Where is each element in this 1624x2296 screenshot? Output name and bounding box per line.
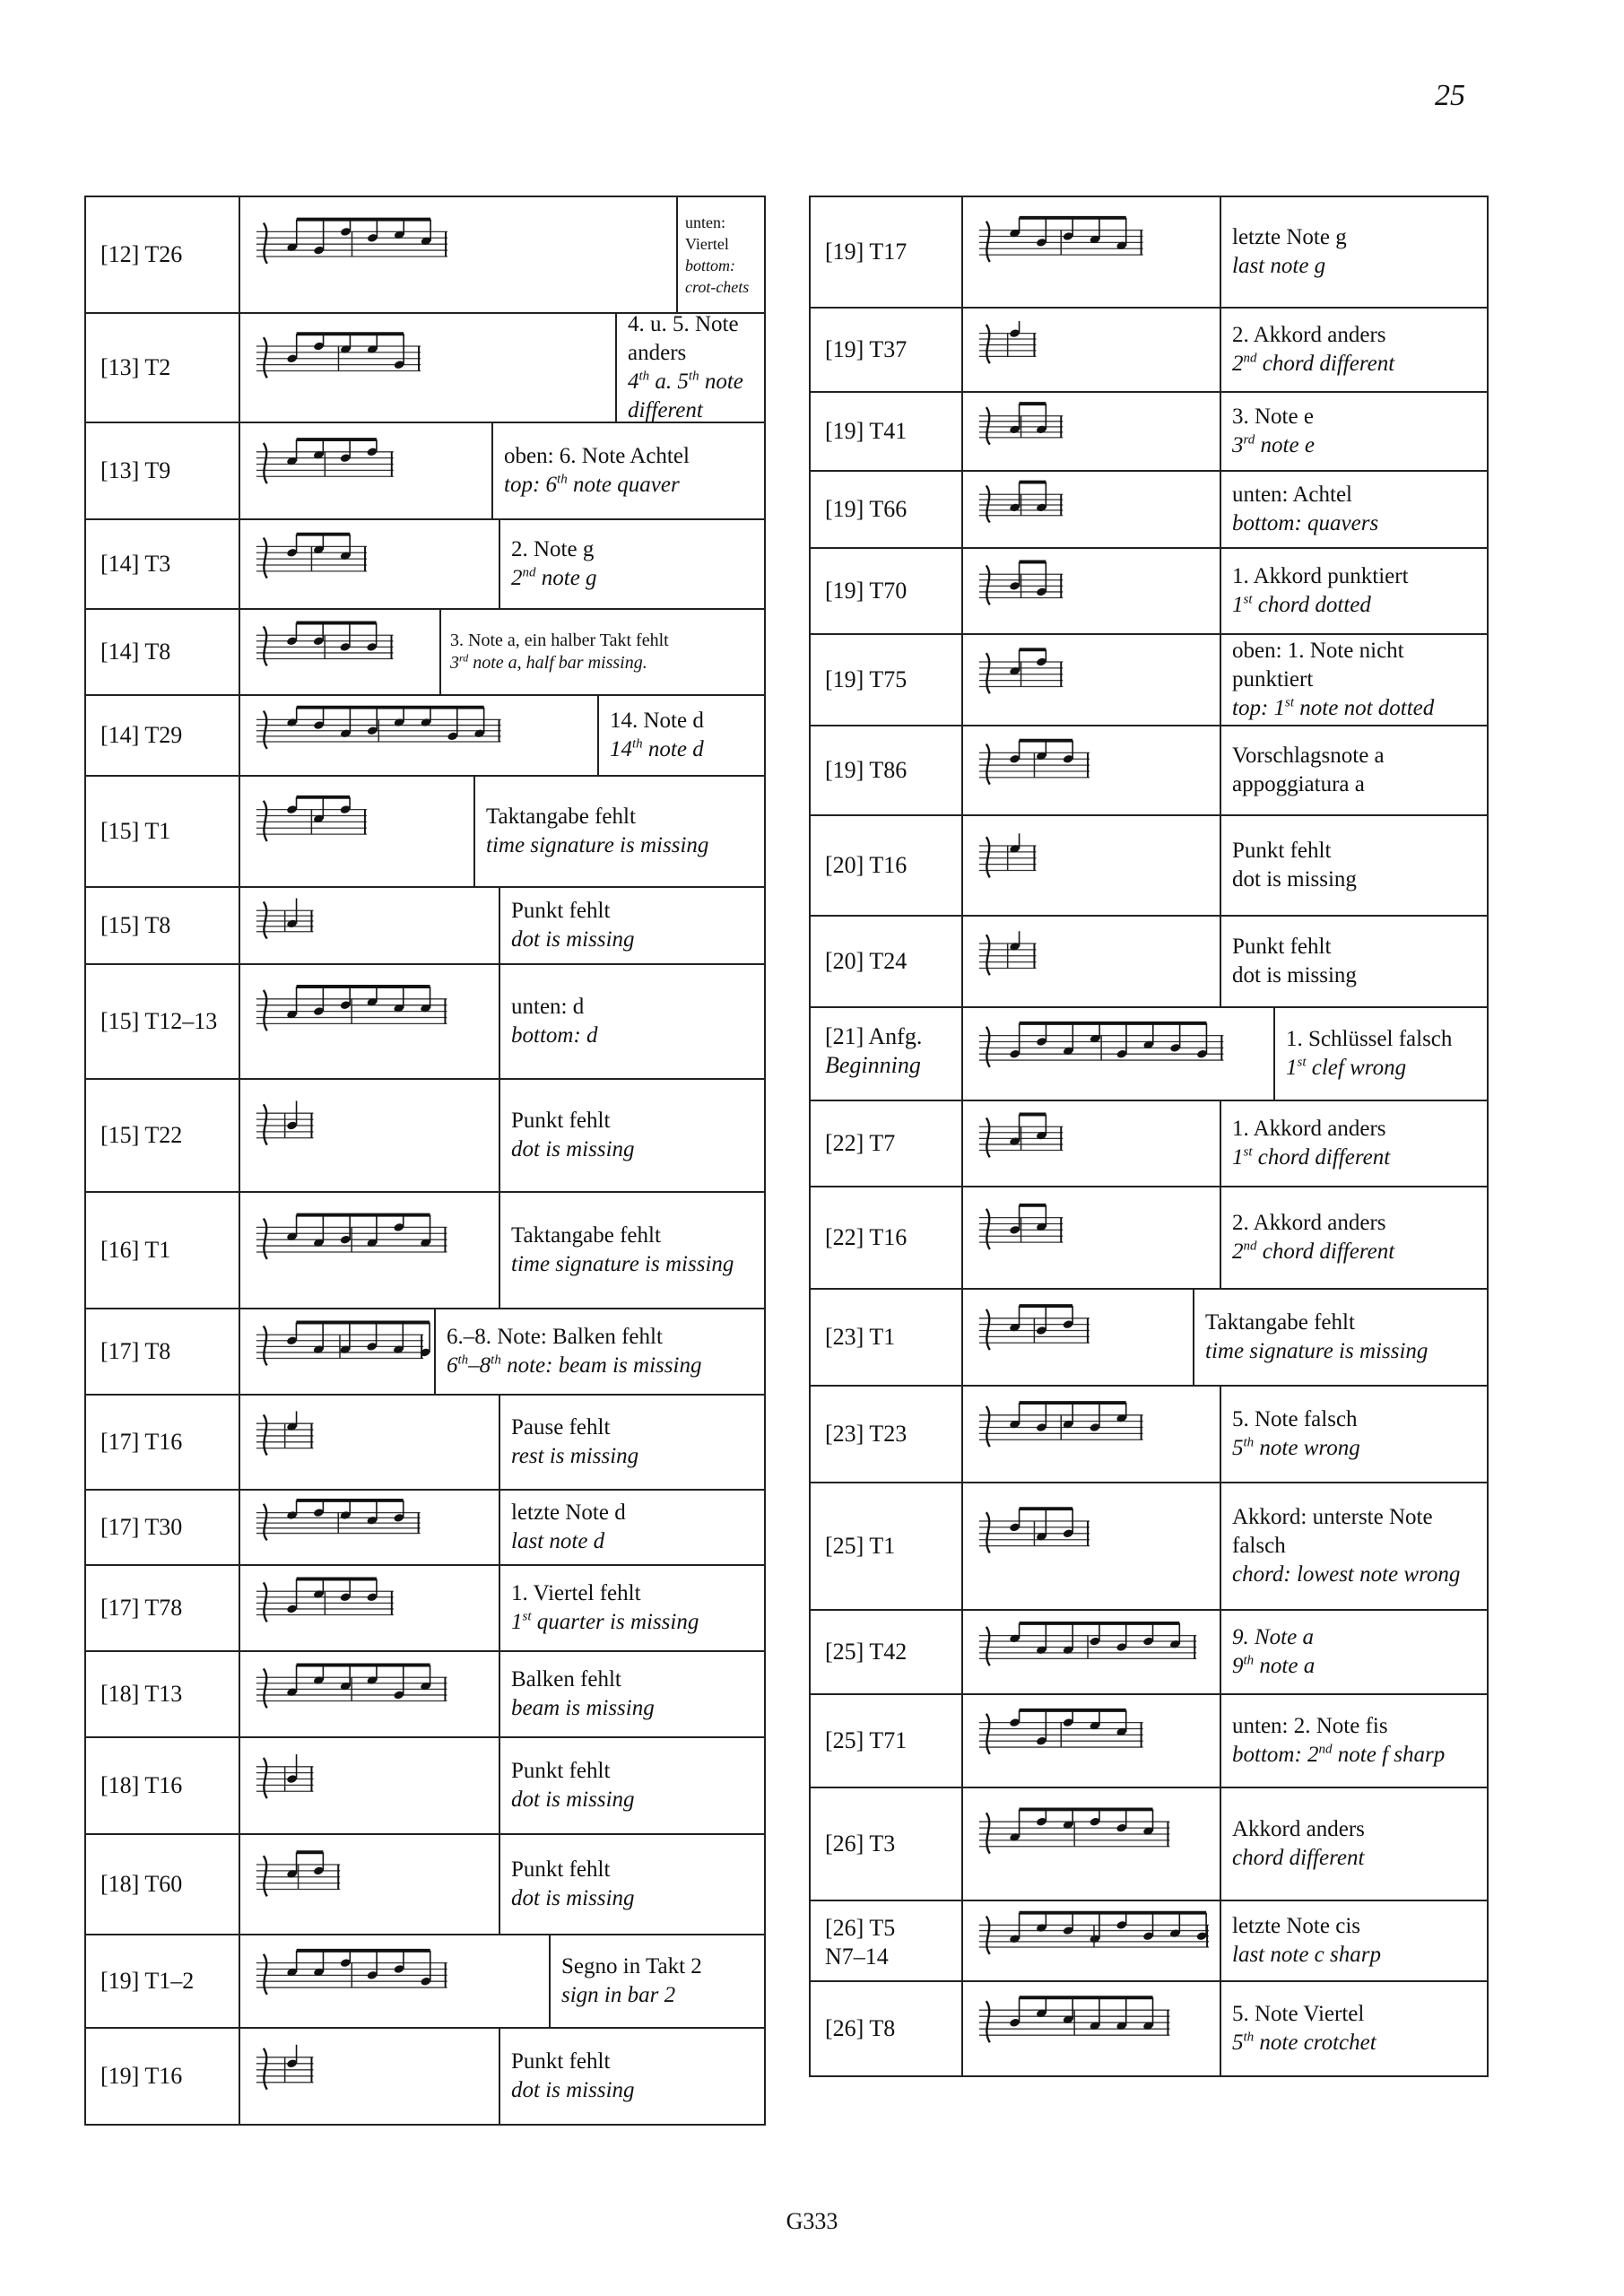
table-row [811,1788,1487,1901]
score-fragment-icon [240,1652,499,1736]
table-row [811,1611,1487,1695]
score-fragment-icon [240,2029,499,2124]
comment-en: 1st quarter is missing [511,1609,699,1634]
row-comment [1221,472,1487,547]
row-reference: [22] T7 [811,1101,963,1186]
row-comment [1275,1008,1487,1100]
music-excerpt [240,1835,500,1934]
score-fragment-icon [963,1187,1220,1288]
comment-en: last note c sharp [1232,1943,1381,1967]
music-excerpt [240,1080,500,1191]
comment-de: letzte Note cis [1232,1914,1360,1938]
music-excerpt [240,1396,500,1489]
music-excerpt [963,472,1221,547]
comment-en: 1st clef wrong [1286,1055,1407,1080]
table-row [811,197,1487,309]
music-excerpt [240,314,617,422]
comment-en: dot is missing [1232,867,1357,891]
row-comment [1221,1611,1487,1693]
table-row [86,1935,764,2029]
comment-de: oben: 1. Note nicht punktiert [1232,639,1404,691]
row-reference [811,1008,963,1100]
row-comment [500,888,764,963]
table-row [811,549,1487,635]
comment-en: dot is missing [511,2078,635,2102]
table-row [811,472,1487,549]
comment-de: Taktangabe fehlt [511,1223,661,1248]
table-row [811,1008,1487,1101]
page-number: 25 [1435,79,1465,112]
table-row [86,1835,764,1935]
comment-en: last note g [1232,254,1326,278]
music-excerpt [963,816,1221,915]
table-row [811,1483,1487,1611]
comment-en: dot is missing [511,1886,635,1910]
row-comment [500,1652,764,1736]
score-fragment-icon [240,696,597,775]
table-row [86,1738,764,1835]
comment-en: 2nd note g [511,565,597,590]
row-reference: [19] T41 [811,393,963,470]
row-reference: [26] T8 [811,1982,963,2075]
score-fragment-icon [963,393,1220,470]
score-fragment-icon [240,1080,499,1191]
row-reference: [22] T16 [811,1187,963,1288]
score-fragment-icon [240,314,615,422]
row-reference: [17] T16 [86,1396,240,1489]
comment-de: 6.–8. Note: Balken fehlt [447,1325,663,1349]
score-fragment-icon [240,1738,499,1833]
table-row [811,816,1487,917]
comment-en: bottom: 2nd note f sharp [1232,1742,1446,1767]
score-fragment-icon [963,1695,1220,1787]
comment-de: Pause fehlt [511,1415,611,1439]
comment-en: 9th note a [1232,1653,1316,1678]
music-excerpt [240,888,500,963]
score-fragment-icon [963,1387,1220,1482]
comment-de: 1. Schlüssel falsch [1286,1027,1453,1051]
comment-de: Taktangabe fehlt [486,804,636,829]
table-row [86,777,764,888]
table-row [86,610,764,696]
comment-en: chord different [1232,1846,1365,1870]
score-fragment-icon [963,816,1220,915]
row-reference: [13] T9 [86,423,240,518]
comment-en: bottom: crot-chets [685,257,750,296]
comment-de: 14. Note d [610,709,704,733]
table-row [811,1901,1487,1982]
row-comment [678,197,764,312]
score-fragment-icon [240,1491,499,1564]
table-row [811,1101,1487,1187]
table-row [86,1193,764,1309]
table-row [86,197,764,314]
row-comment [436,1309,764,1394]
row-reference: [18] T16 [86,1738,240,1833]
comment-en: sign in bar 2 [561,1983,676,2007]
row-reference: [17] T78 [86,1566,240,1650]
score-fragment-icon [240,1935,549,2027]
comment-en: 2nd chord different [1232,1239,1395,1264]
score-fragment-icon [963,197,1220,307]
row-comment [493,423,764,518]
score-fragment-icon [963,549,1220,633]
music-excerpt [963,393,1221,470]
music-excerpt [240,777,475,886]
score-fragment-icon [963,917,1220,1006]
table-row [86,1080,764,1193]
music-excerpt [240,520,500,608]
comment-de: Balken fehlt [511,1667,621,1692]
comment-de: 3. Note a, ein halber Takt fehlt [450,631,669,650]
row-comment [599,696,764,775]
score-fragment-icon [240,1309,434,1394]
music-excerpt [240,1738,500,1833]
score-fragment-icon [963,1982,1220,2075]
comment-en: chord: lowest note wrong [1232,1562,1461,1587]
row-comment [1221,549,1487,633]
comment-de: Segno in Takt 2 [561,1954,702,1979]
row-comment [1221,1101,1487,1186]
comment-de: Akkord anders [1232,1817,1365,1841]
comment-en: beam is missing [511,1696,655,1720]
music-excerpt [963,1483,1221,1609]
comment-de: 2. Note g [511,537,595,561]
comment-en: top: 1st note not dotted [1232,695,1435,720]
row-reference: [19] T1–2 [86,1935,240,2027]
comment-de: oben: 6. Note Achtel [504,444,690,468]
comment-de: Punkt fehlt [511,1109,611,1133]
row-comment [551,1935,764,2027]
music-excerpt [963,309,1221,391]
table-row [86,1652,764,1738]
music-excerpt [963,1695,1221,1787]
row-reference: [17] T8 [86,1309,240,1394]
comment-de: 1. Akkord anders [1232,1117,1386,1141]
comment-en: 1st chord dotted [1232,592,1371,617]
score-fragment-icon [963,1483,1220,1609]
comment-en: dot is missing [511,1137,635,1161]
row-reference: [20] T16 [811,816,963,915]
table-row [86,314,764,423]
comment-en: rest is missing [511,1444,639,1468]
row-comment [500,1566,764,1650]
comment-de: 9. Note a [1232,1625,1314,1649]
row-comment [475,777,764,886]
row-comment [617,314,764,422]
table-row [811,1187,1487,1290]
table-row [86,965,764,1080]
music-excerpt [240,696,599,775]
music-excerpt [963,1901,1221,1980]
table-row [86,1566,764,1652]
row-reference: [20] T24 [811,917,963,1006]
music-excerpt [963,1982,1221,2075]
comment-en: time signature is missing [511,1252,734,1276]
row-comment [1221,726,1487,814]
score-fragment-icon [240,1566,499,1650]
row-reference: [18] T60 [86,1835,240,1934]
music-excerpt [240,1652,500,1736]
score-fragment-icon [963,472,1220,547]
comment-en: dot is missing [511,927,635,952]
table-row [811,917,1487,1008]
music-excerpt [240,423,493,518]
score-fragment-icon [240,520,499,608]
comment-de: 1. Viertel fehlt [511,1581,641,1605]
score-fragment-icon [240,888,499,963]
comment-de: unten: Viertel [685,213,729,253]
comment-de: 1. Akkord punktiert [1232,564,1409,588]
table-row [86,423,764,520]
row-comment [500,2029,764,2124]
score-fragment-icon [240,777,473,886]
table-row [811,309,1487,393]
comment-de: Punkt fehlt [511,899,611,923]
music-excerpt [963,197,1221,307]
row-reference: [15] T12–13 [86,965,240,1078]
score-fragment-icon [240,610,439,694]
row-comment [1221,1982,1487,2075]
row-comment [1221,1483,1487,1609]
row-reference: [25] T42 [811,1611,963,1693]
table-row [86,696,764,777]
comment-en: 1st chord different [1232,1144,1391,1170]
music-excerpt [240,1193,500,1308]
music-excerpt [963,1611,1221,1693]
comment-de: Punkt fehlt [1232,935,1332,959]
comment-en: dot is missing [1232,963,1357,987]
row-reference: [15] T8 [86,888,240,963]
music-excerpt [240,2029,500,2124]
row-reference: [14] T8 [86,610,240,694]
score-fragment-icon [963,1788,1220,1900]
comment-de: unten: d [511,995,585,1019]
score-fragment-icon [963,1611,1220,1693]
row-comment [1194,1290,1487,1385]
music-excerpt [240,1491,500,1564]
table-row [86,2029,764,2124]
music-excerpt [963,635,1221,725]
comment-de: 4. u. 5. Note anders [628,312,739,365]
table-row [811,1290,1487,1387]
row-comment [1221,1387,1487,1482]
score-fragment-icon [240,1193,499,1308]
comment-en: dot is missing [511,1787,635,1812]
row-reference: [23] T1 [811,1290,963,1385]
table-row [86,1396,764,1491]
table-row [86,1491,764,1566]
comment-en: 5th note wrong [1232,1435,1360,1460]
row-comment [500,1738,764,1833]
comment-de: Punkt fehlt [1232,839,1332,863]
comment-de: Taktangabe fehlt [1205,1310,1355,1335]
score-fragment-icon [963,309,1220,391]
row-reference-main: [26] T5 N7–14 [825,1915,896,1970]
table-row [811,1982,1487,2075]
comment-en: 14th note d [610,736,704,761]
comment-en: top: 6th note quaver [504,472,680,497]
music-excerpt [963,917,1221,1006]
music-excerpt [963,1387,1221,1482]
comment-en: bottom: d [511,1023,598,1048]
row-reference: [23] T23 [811,1387,963,1482]
score-fragment-icon [963,635,1220,725]
row-reference-sub: Beginning [825,1052,921,1078]
row-comment [1221,1788,1487,1900]
row-comment [500,520,764,608]
row-reference: [25] T1 [811,1483,963,1609]
music-excerpt [963,1290,1194,1385]
comment-en: bottom: quavers [1232,511,1379,535]
score-fragment-icon [963,1901,1220,1980]
row-reference: [17] T30 [86,1491,240,1564]
row-reference-main: [21] Anfg. [825,1023,923,1049]
table-row [86,888,764,965]
score-fragment-icon [963,1101,1220,1186]
comment-en: 3rd note e [1232,432,1315,457]
row-reference: [18] T13 [86,1652,240,1736]
row-reference [811,1901,963,1980]
row-comment [500,1193,764,1308]
comment-de: 2. Akkord anders [1232,323,1386,347]
table-row [811,635,1487,726]
table-row [86,1309,764,1396]
row-reference: [19] T37 [811,309,963,391]
table-row [86,520,764,610]
row-reference: [19] T70 [811,549,963,633]
row-comment [1221,393,1487,470]
comment-de: letzte Note g [1232,225,1347,249]
comment-de: Punkt fehlt [511,1759,611,1783]
music-excerpt [963,549,1221,633]
row-comment [500,965,764,1078]
table-row [811,1695,1487,1788]
row-comment [1221,917,1487,1006]
row-comment [500,1835,764,1934]
music-excerpt [240,1309,436,1394]
comment-de: letzte Note d [511,1500,626,1525]
comment-de: Punkt fehlt [511,1857,611,1882]
comment-en: 5th note crotchet [1232,2030,1376,2055]
row-comment [500,1396,764,1489]
score-fragment-icon [240,423,491,518]
music-excerpt [963,1788,1221,1900]
row-comment [1221,1695,1487,1787]
comment-en: last note d [511,1529,605,1553]
score-fragment-icon [963,1008,1273,1100]
comment-de: Akkord: unterste Note falsch [1232,1505,1433,1558]
score-fragment-icon [240,1396,499,1489]
score-fragment-icon [240,197,676,312]
music-excerpt [963,1187,1221,1288]
row-reference: [13] T2 [86,314,240,422]
row-reference: [19] T86 [811,726,963,814]
row-reference: [19] T17 [811,197,963,307]
comment-en: 2nd chord different [1232,351,1395,376]
score-fragment-icon [240,965,499,1078]
row-comment [1221,197,1487,307]
score-fragment-icon [240,1835,499,1934]
music-excerpt [240,965,500,1078]
row-comment [500,1491,764,1564]
music-excerpt [240,610,441,694]
row-comment [500,1080,764,1191]
music-excerpt [240,1935,551,2027]
row-comment [1221,1901,1487,1980]
row-reference: [16] T1 [86,1193,240,1308]
comment-en: 6th–8th note: beam is missing [447,1352,702,1378]
comment-de: Vorschlagsnote a [1232,744,1385,768]
row-reference: [19] T16 [86,2029,240,2124]
score-fragment-icon [963,726,1220,814]
music-excerpt [963,726,1221,814]
score-fragment-icon [963,1290,1193,1385]
row-comment [441,610,764,694]
comment-de: Punkt fehlt [511,2049,611,2074]
comment-de: 5. Note falsch [1232,1407,1358,1431]
comment-de: 5. Note Viertel [1232,2002,1365,2026]
comment-de: 3. Note e [1232,404,1314,429]
row-comment [1221,1187,1487,1288]
row-reference: [15] T22 [86,1080,240,1191]
comment-en: 4th a. 5th note different [628,369,743,422]
row-reference: [19] T66 [811,472,963,547]
comment-de: unten: 2. Note fis [1232,1714,1388,1738]
comment-de: 2. Akkord anders [1232,1211,1386,1235]
comment-en: 3rd note a, half bar missing. [450,651,647,673]
row-reference: [25] T71 [811,1695,963,1787]
table-row [811,726,1487,816]
music-excerpt [240,1566,500,1650]
page-footer: G333 [786,2208,838,2234]
row-reference: [14] T29 [86,696,240,775]
row-reference: [19] T75 [811,635,963,725]
music-excerpt [963,1008,1275,1100]
row-reference: [26] T3 [811,1788,963,1900]
comment-en: time signature is missing [1205,1339,1429,1363]
comment-en: time signature is missing [486,833,709,857]
music-excerpt [963,1101,1221,1186]
row-reference: [14] T3 [86,520,240,608]
comment-de: unten: Achtel [1232,483,1352,507]
table-row [811,393,1487,472]
errata-table-left [84,196,766,2126]
comment-en: appoggiatura a [1232,772,1365,796]
table-row [811,1387,1487,1483]
row-comment [1221,816,1487,915]
errata-table-right [809,196,1489,2077]
row-comment [1221,635,1487,725]
row-reference: [15] T1 [86,777,240,886]
music-excerpt [240,197,678,312]
row-reference: [12] T26 [86,197,240,312]
row-comment [1221,309,1487,391]
